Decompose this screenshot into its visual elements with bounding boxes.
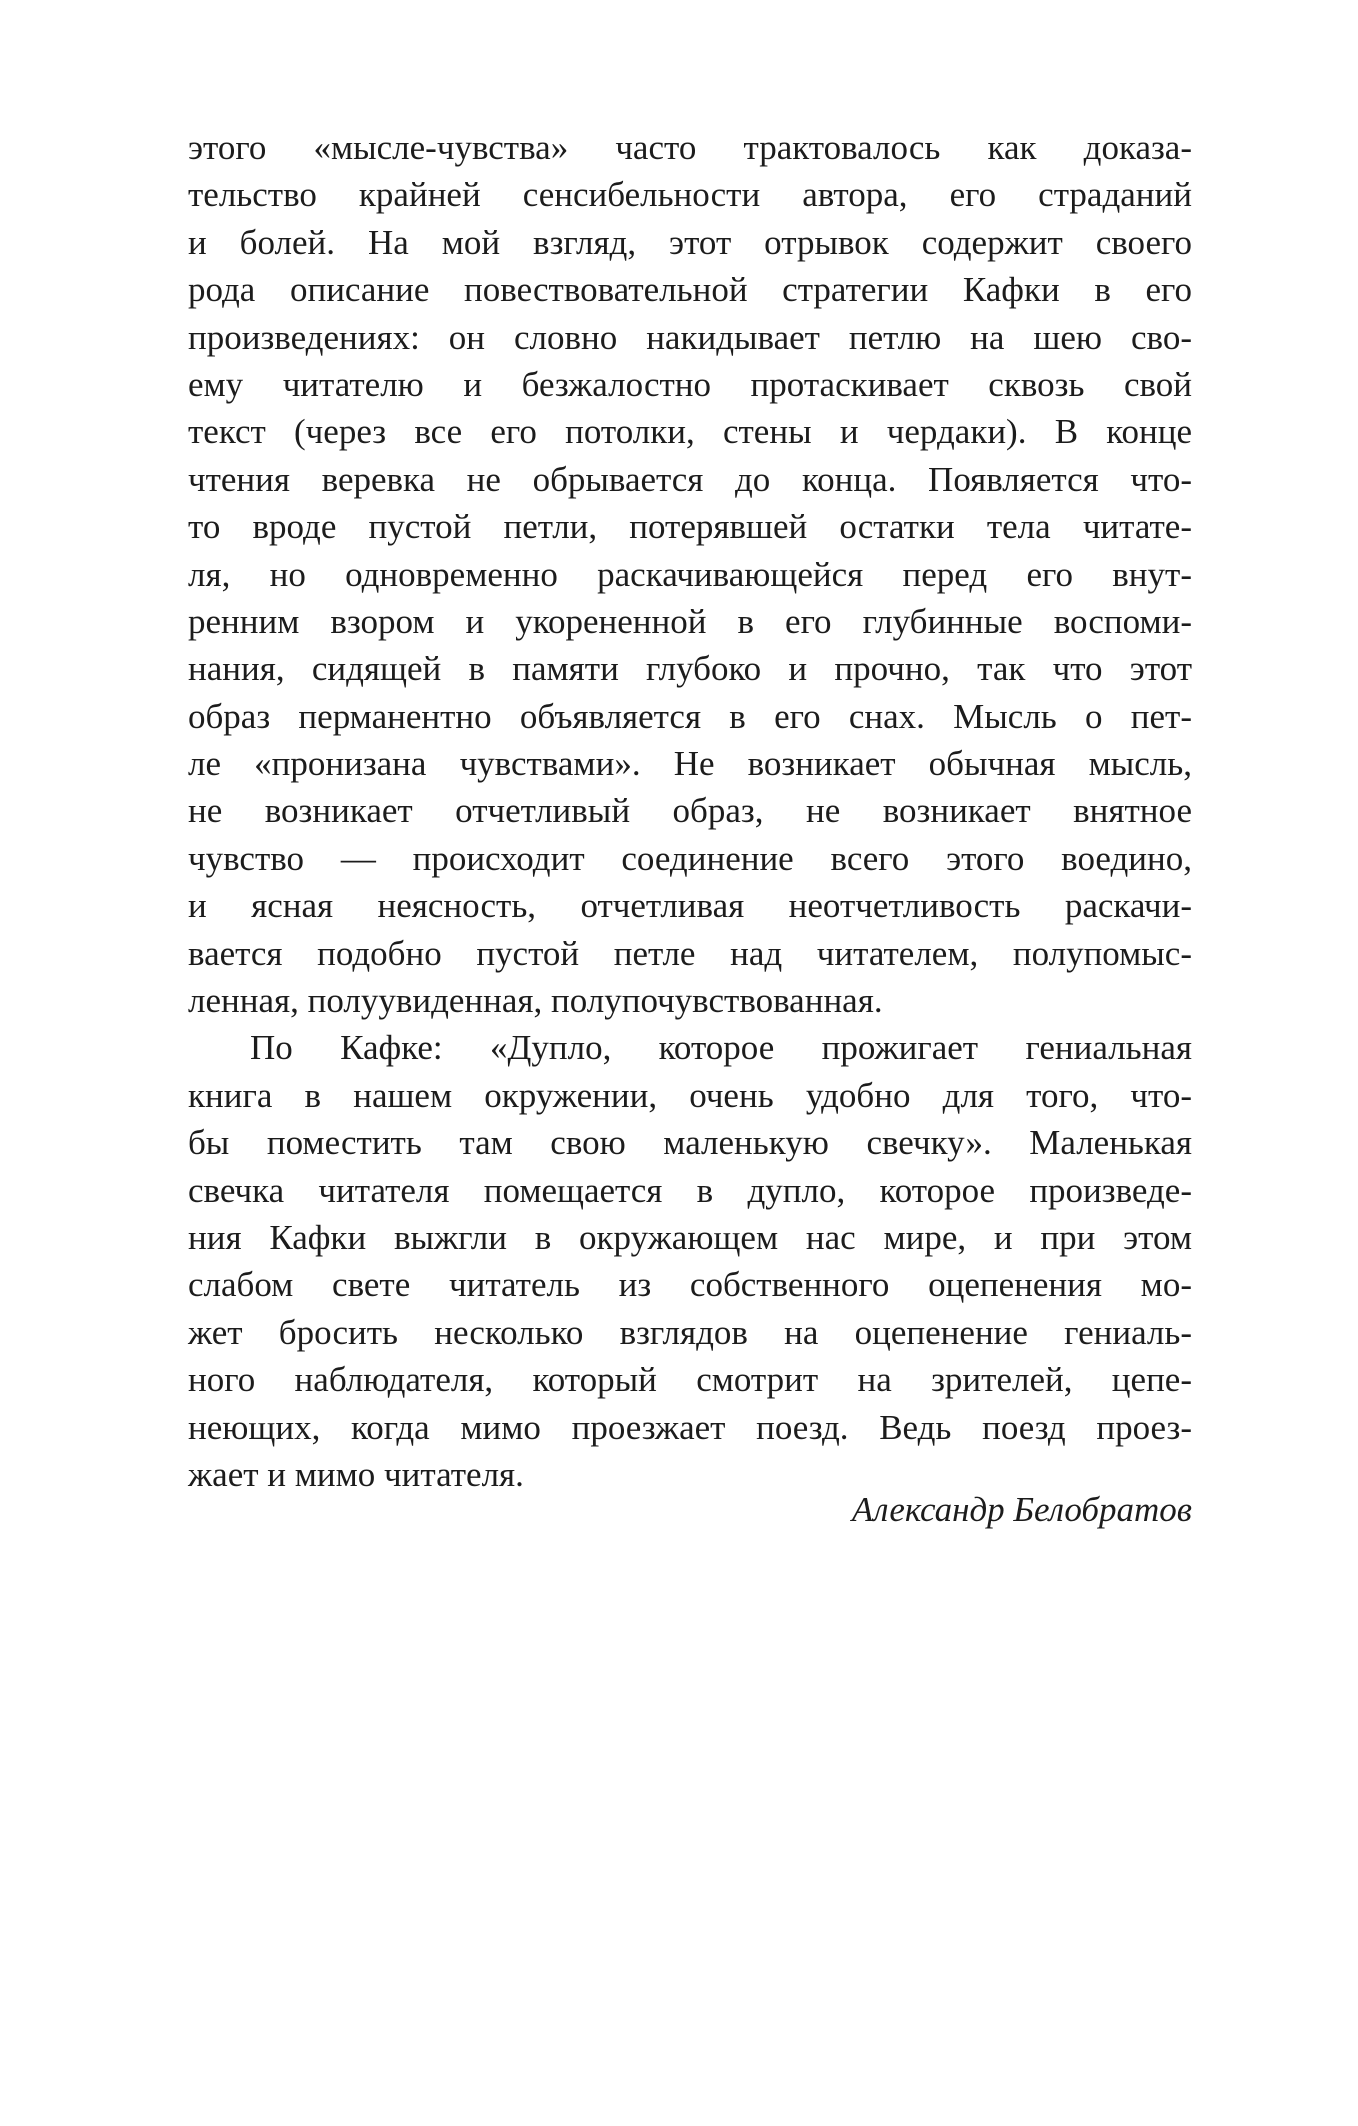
text-line: тельство крайней сенсибельности автора, его страданий <box>188 175 1192 215</box>
text-line: неющих, когда мимо проезжает поезд. Ведь поезд проез- <box>188 1407 1192 1447</box>
text-line: ему читателю и безжалостно протаскивает сквозь свой <box>188 364 1192 404</box>
text-line: и болей. На мой взгляд, этот отрывок содержит своего <box>188 222 1192 262</box>
text-line: жает и мимо читателя. <box>188 1454 524 1494</box>
text-line: жет бросить несколько взглядов на оцепенение гениаль- <box>188 1312 1192 1352</box>
text-line: чувство — происходит соединение всего этого воедино, <box>188 838 1192 878</box>
text-line: ния Кафки выжгли в окружающем нас мире, и при этом <box>188 1217 1192 1257</box>
text-line: чтения веревка не обрывается до конца. Появляется что- <box>188 459 1192 499</box>
text-line: текст (через все его потолки, стены и чердаки). В конце <box>188 412 1192 452</box>
text-line: книга в нашем окружении, очень удобно для того, что- <box>188 1075 1192 1115</box>
author-signature: Александр Белобратов <box>851 1490 1192 1529</box>
text-line: свечка читателя помещается в дупло, которое произведе- <box>188 1170 1192 1210</box>
text-line: и ясная неясность, отчетливая неотчетливость раскачи- <box>188 886 1192 926</box>
text-line: ле «пронизана чувствами». Не возникает обычная мысль, <box>188 744 1192 784</box>
text-line: рода описание повествовательной стратегии Кафки в его <box>188 270 1192 310</box>
body-text <box>188 124 1192 1498</box>
text-line: ренним взором и укорененной в его глубинные воспоми- <box>188 601 1192 641</box>
text-line: не возникает отчетливый образ, не возникает внятное <box>188 791 1192 831</box>
text-line: По Кафке: «Дупло, которое прожигает гениальная <box>250 1028 1192 1068</box>
text-line: ленная, полуувиденная, полупочувствованная. <box>188 981 883 1021</box>
text-line: слабом свете читатель из собственного оцепенения мо- <box>188 1265 1192 1305</box>
text-line: бы поместить там свою маленькую свечку». Маленькая <box>188 1123 1192 1163</box>
text-line: нания, сидящей в памяти глубоко и прочно, так что этот <box>188 649 1192 689</box>
paragraph-1 <box>188 124 1192 1024</box>
text-line: вается подобно пустой петле над читателем, полупомыс- <box>188 933 1192 973</box>
text-line: образ перманентно объявляется в его снах. Мысль о пет- <box>188 696 1192 736</box>
text-line: этого «мысле-чувства» часто трактовалось как доказа- <box>188 128 1192 167</box>
paragraph-2 <box>188 1024 1192 1498</box>
text-line: ля, но одновременно раскачивающейся перед его внут- <box>188 554 1192 594</box>
text-line: ного наблюдателя, который смотрит на зрителей, цепе- <box>188 1360 1192 1400</box>
text-line: произведениях: он словно накидывает петлю на шею сво- <box>188 317 1192 357</box>
text-line: то вроде пустой петли, потерявшей остатки тела читате- <box>188 507 1192 547</box>
